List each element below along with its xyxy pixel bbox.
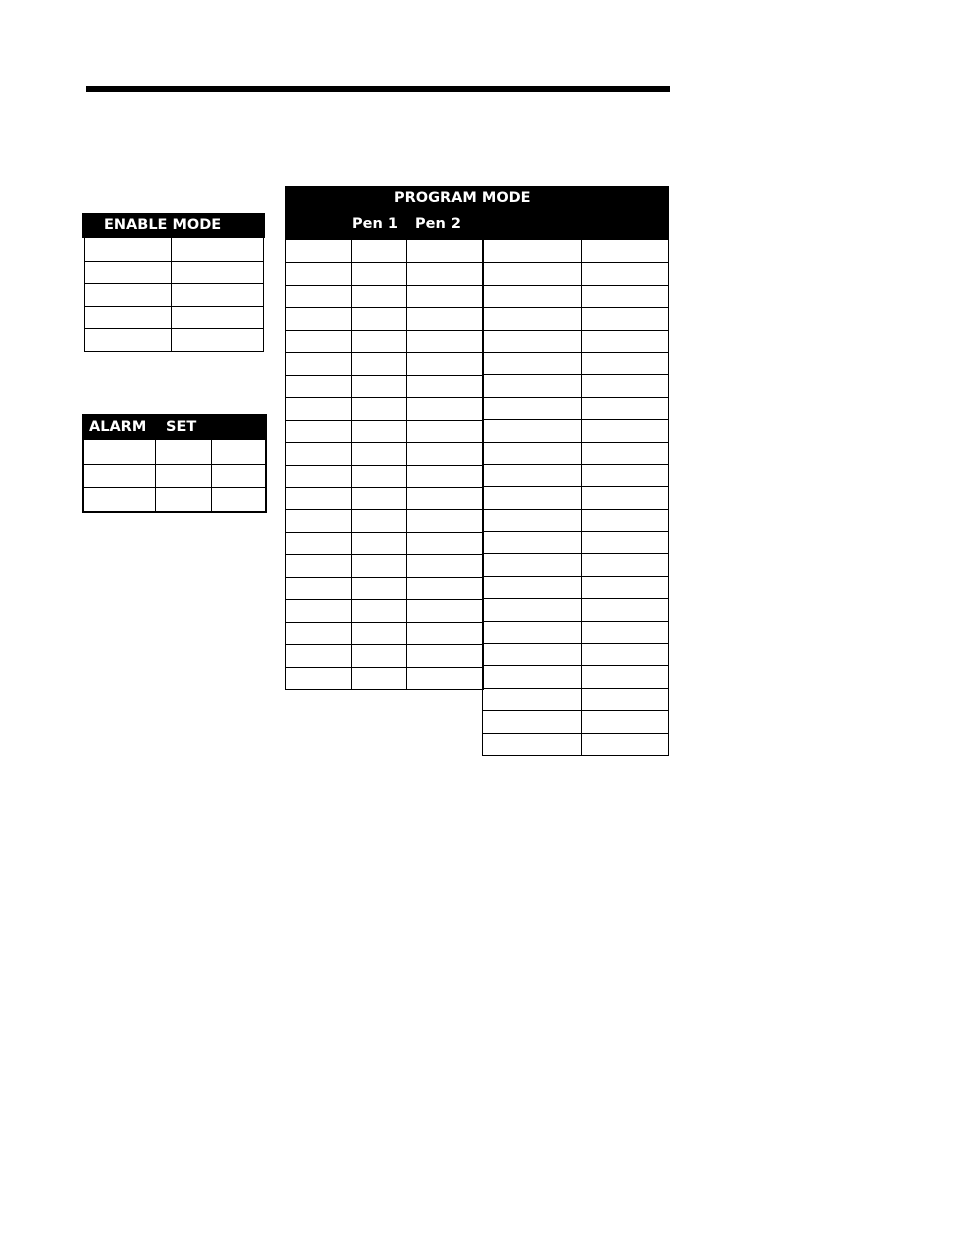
program-left-row-line bbox=[286, 397, 483, 398]
program-right-row-line bbox=[483, 553, 668, 554]
program-left-row-line bbox=[286, 465, 483, 466]
alarm-set-header bbox=[82, 414, 267, 439]
program-right-row-line bbox=[483, 598, 668, 599]
program-mode-left-grid bbox=[285, 239, 484, 690]
enable-mode-title: ENABLE MODE bbox=[104, 217, 222, 233]
program-right-row-line bbox=[483, 307, 668, 308]
program-left-row-line bbox=[286, 352, 483, 353]
program-left-row-line bbox=[286, 420, 483, 421]
program-right-row-line bbox=[483, 442, 668, 443]
program-left-row-line bbox=[286, 509, 483, 510]
top-rule bbox=[86, 86, 670, 92]
program-right-row-line bbox=[483, 397, 668, 398]
enable-mode-row-line bbox=[85, 306, 263, 307]
enable-mode-table bbox=[84, 237, 264, 352]
set-title: SET bbox=[166, 419, 197, 435]
program-left-row-line bbox=[286, 599, 483, 600]
enable-mode-col-line bbox=[171, 238, 172, 351]
program-left-row-line bbox=[286, 285, 483, 286]
program-left-row-line bbox=[286, 532, 483, 533]
enable-mode-row-line bbox=[85, 283, 263, 284]
program-left-col-line bbox=[351, 240, 352, 689]
program-left-row-line bbox=[286, 307, 483, 308]
alarm-set-row-line bbox=[84, 487, 265, 488]
program-mode-title: PROGRAM MODE bbox=[394, 190, 531, 206]
program-left-row-line bbox=[286, 262, 483, 263]
program-right-row-line bbox=[483, 262, 668, 263]
program-right-row-line bbox=[483, 486, 668, 487]
program-left-row-line bbox=[286, 442, 483, 443]
program-right-row-line bbox=[483, 688, 668, 689]
program-mode-header bbox=[285, 186, 669, 240]
enable-mode-row-line bbox=[85, 328, 263, 329]
program-right-row-line bbox=[483, 710, 668, 711]
program-left-row-line bbox=[286, 554, 483, 555]
alarm-set-row-line bbox=[84, 464, 265, 465]
alarm-set-table bbox=[82, 438, 267, 513]
pen-2-label: Pen 2 bbox=[415, 216, 461, 232]
program-right-row-line bbox=[483, 374, 668, 375]
program-left-row-line bbox=[286, 330, 483, 331]
program-left-row-line bbox=[286, 622, 483, 623]
alarm-set-col-line bbox=[155, 440, 156, 511]
program-mode-right-grid bbox=[482, 239, 669, 756]
program-left-row-line bbox=[286, 644, 483, 645]
program-right-row-line bbox=[483, 576, 668, 577]
pen-1-label: Pen 1 bbox=[352, 216, 398, 232]
program-right-row-line bbox=[483, 733, 668, 734]
program-left-row-line bbox=[286, 487, 483, 488]
program-right-row-line bbox=[483, 285, 668, 286]
program-right-row-line bbox=[483, 464, 668, 465]
program-right-row-line bbox=[483, 509, 668, 510]
program-right-row-line bbox=[483, 643, 668, 644]
alarm-set-col-line bbox=[211, 440, 212, 511]
enable-mode-header bbox=[82, 213, 265, 238]
enable-mode-row-line bbox=[85, 261, 263, 262]
alarm-title: ALARM bbox=[89, 419, 147, 435]
program-right-row-line bbox=[483, 330, 668, 331]
program-left-row-line bbox=[286, 375, 483, 376]
program-right-row-line bbox=[483, 352, 668, 353]
program-left-row-line bbox=[286, 667, 483, 668]
program-right-row-line bbox=[483, 419, 668, 420]
program-left-col-line bbox=[406, 240, 407, 689]
program-left-row-line bbox=[286, 577, 483, 578]
program-right-row-line bbox=[483, 531, 668, 532]
program-right-col-line bbox=[581, 240, 582, 755]
program-right-row-line bbox=[483, 665, 668, 666]
program-right-row-line bbox=[483, 621, 668, 622]
